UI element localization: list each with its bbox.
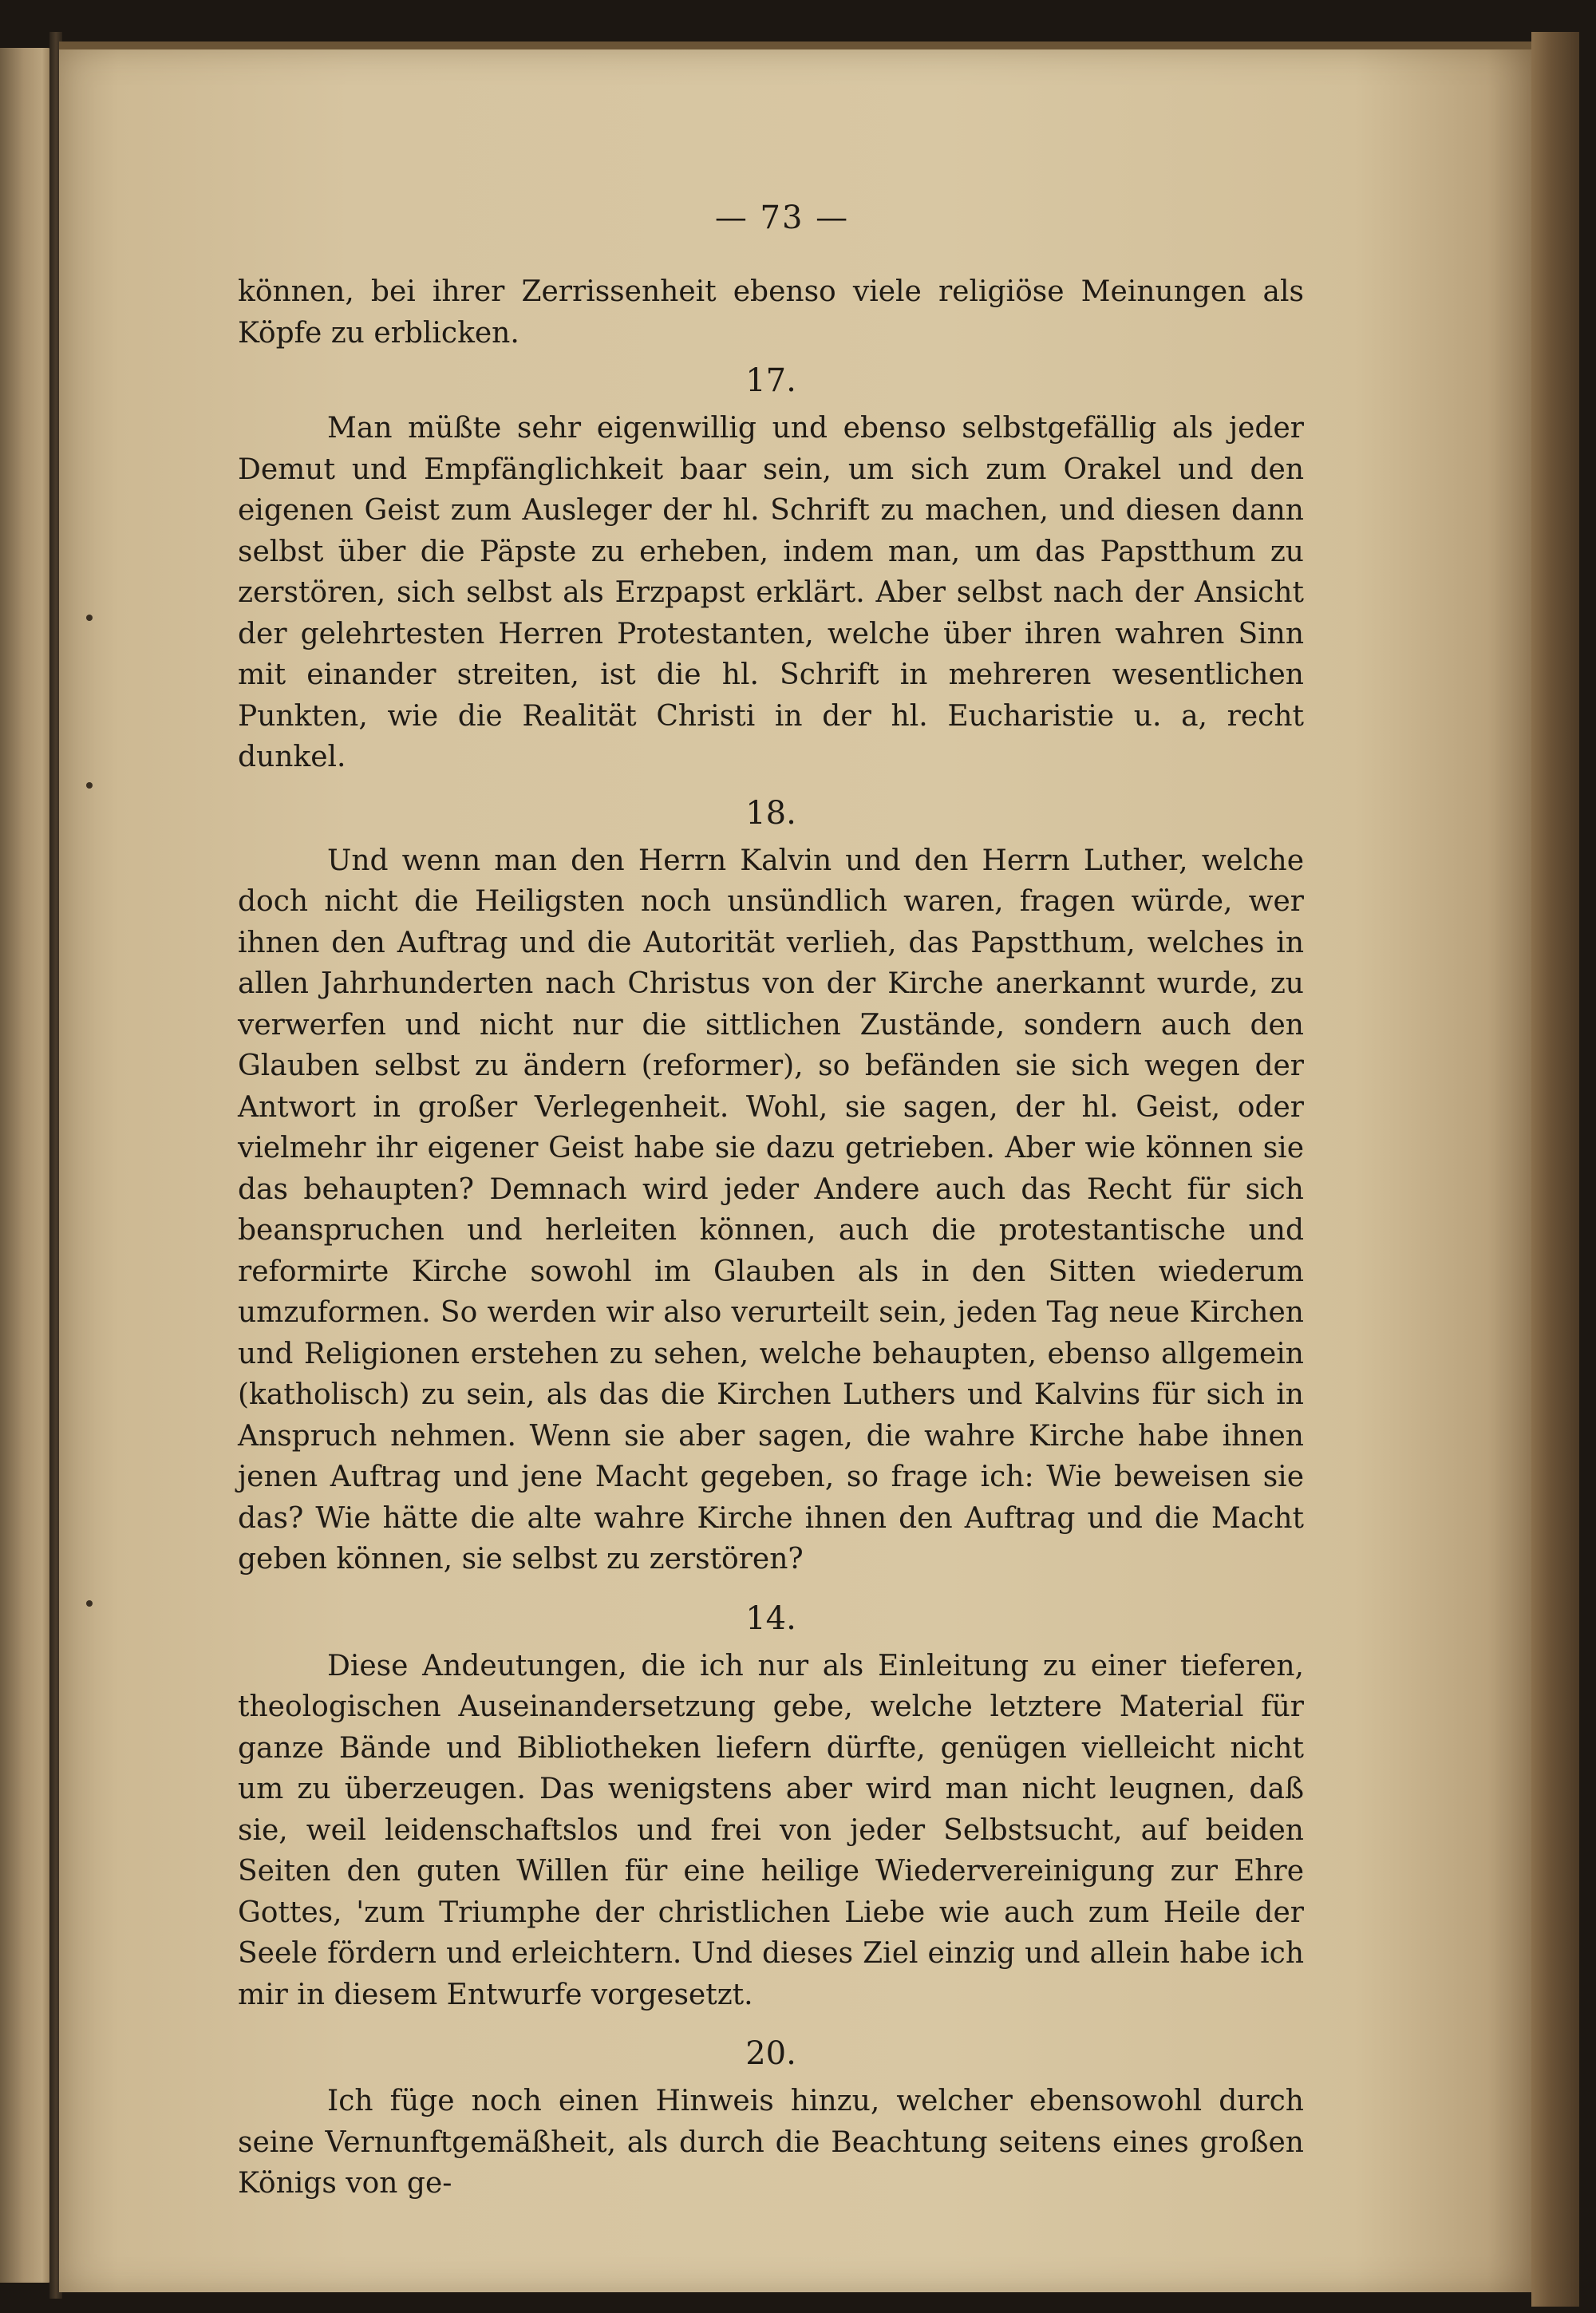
section-number-20: 20.	[745, 2035, 796, 2072]
paragraph-continued: können, bei ihrer Zerrissenheit ebenso viele religiöse Meinungen als Köpfe zu erblicken.	[238, 275, 1304, 350]
paragraph-20: Ich füge noch einen Hinweis hinzu, welcher ebensowohl durch seine Vernunftgemäßheit, als durch die Beachtung seitens eines großen Königs von ge-	[238, 2085, 1304, 2200]
section-number-18: 18.	[745, 794, 796, 832]
section-number-17: 17.	[745, 362, 796, 399]
section-number-19: 14.	[745, 1599, 796, 1637]
previous-page-edge	[0, 48, 53, 2283]
binding-mark	[86, 782, 93, 789]
binding-mark	[86, 1600, 93, 1607]
page-text	[238, 192, 1304, 2204]
page-number: — 73 —	[714, 200, 850, 236]
paragraph-19: Diese Andeutungen, die ich nur als Einleitung zu einer tieferen, theologischen Auseinandersetzung gebe, welche letztere Material für ganze Bände und Bibliotheken liefern dürfte, genügen vielleicht nicht um zu überzeugen. Das wenigstens aber wird man nicht leugnen, daß sie, weil leidenschaftslos und frei von jeder Selbstsucht, auf beiden Seiten den guten Willen für eine heilige Wiedervereinigung zur Ehre Gottes, 'zum Triumphe der christlichen Liebe wie auch zum Heile der Seele fördern und erleichtern. Und dieses Ziel einzig und allein habe ich mir in diesem Entwurfe vorgesetzt.	[238, 1649, 1304, 2011]
paragraph-18: Und wenn man den Herrn Kalvin und den Herrn Luther, welche doch nicht die Heiligsten noch unsündlich waren, fragen würde, wer ihnen den Auftrag und die Autorität verlieh, das Papstthum, welches in allen Jahrhunderten nach Christus von der Kirche anerkannt wurde, zu verwerfen und nicht nur die sittlichen Zustände, sondern auch den Glauben selbst zu ändern (reformer), so befänden sie sich wegen der Antwort in großer Verlegenheit. Wohl, sie sagen, der hl. Geist, oder vielmehr ihr eigener Geist habe sie dazu getrieben. Aber wie können sie das behaupten? Demnach wird jeder Andere auch das Recht für sich beanspruchen und herleiten können, auch die protestantische und reformirte Kirche sowohl im Glauben als in den Sitten wiederum umzuformen. So werden wir also verurteilt sein, jeden Tag neue Kirchen und Religionen erstehen zu sehen, welche behaupten, ebenso allgemein (katholisch) zu sein, als das die Kirchen Luthers und Kalvins für sich in Anspruch nehmen. Wenn sie aber sagen, die wahre Kirche habe ihnen jenen Auftrag und jene Macht gegeben, so frage ich: Wie beweisen sie das? Wie hätte die alte wahre Kirche ihnen den Auftrag und die Macht geben können, sie selbst zu zerstören?	[238, 844, 1304, 1576]
page-fore-edge	[1531, 32, 1579, 2307]
binding-mark	[86, 615, 93, 621]
paragraph-17: Man müßte sehr eigenwillig und ebenso selbstgefällig als jeder Demut und Empfänglichkeit baar sein, um sich zum Orakel und den eigenen Geist zum Ausleger der hl. Schrift zu machen, und diesen dann selbst über die Päpste zu erheben, indem man, um das Papstthum zu zerstören, sich selbst als Erzpapst erklärt. Aber selbst nach der Ansicht der gelehrtesten Herren Protestanten, welche über ihren wahren Sinn mit einander streiten, ist die hl. Schrift in mehreren wesentlichen Punkten, wie die Realität Christi in der hl. Eucharistie u. a, recht dunkel.	[238, 412, 1304, 773]
